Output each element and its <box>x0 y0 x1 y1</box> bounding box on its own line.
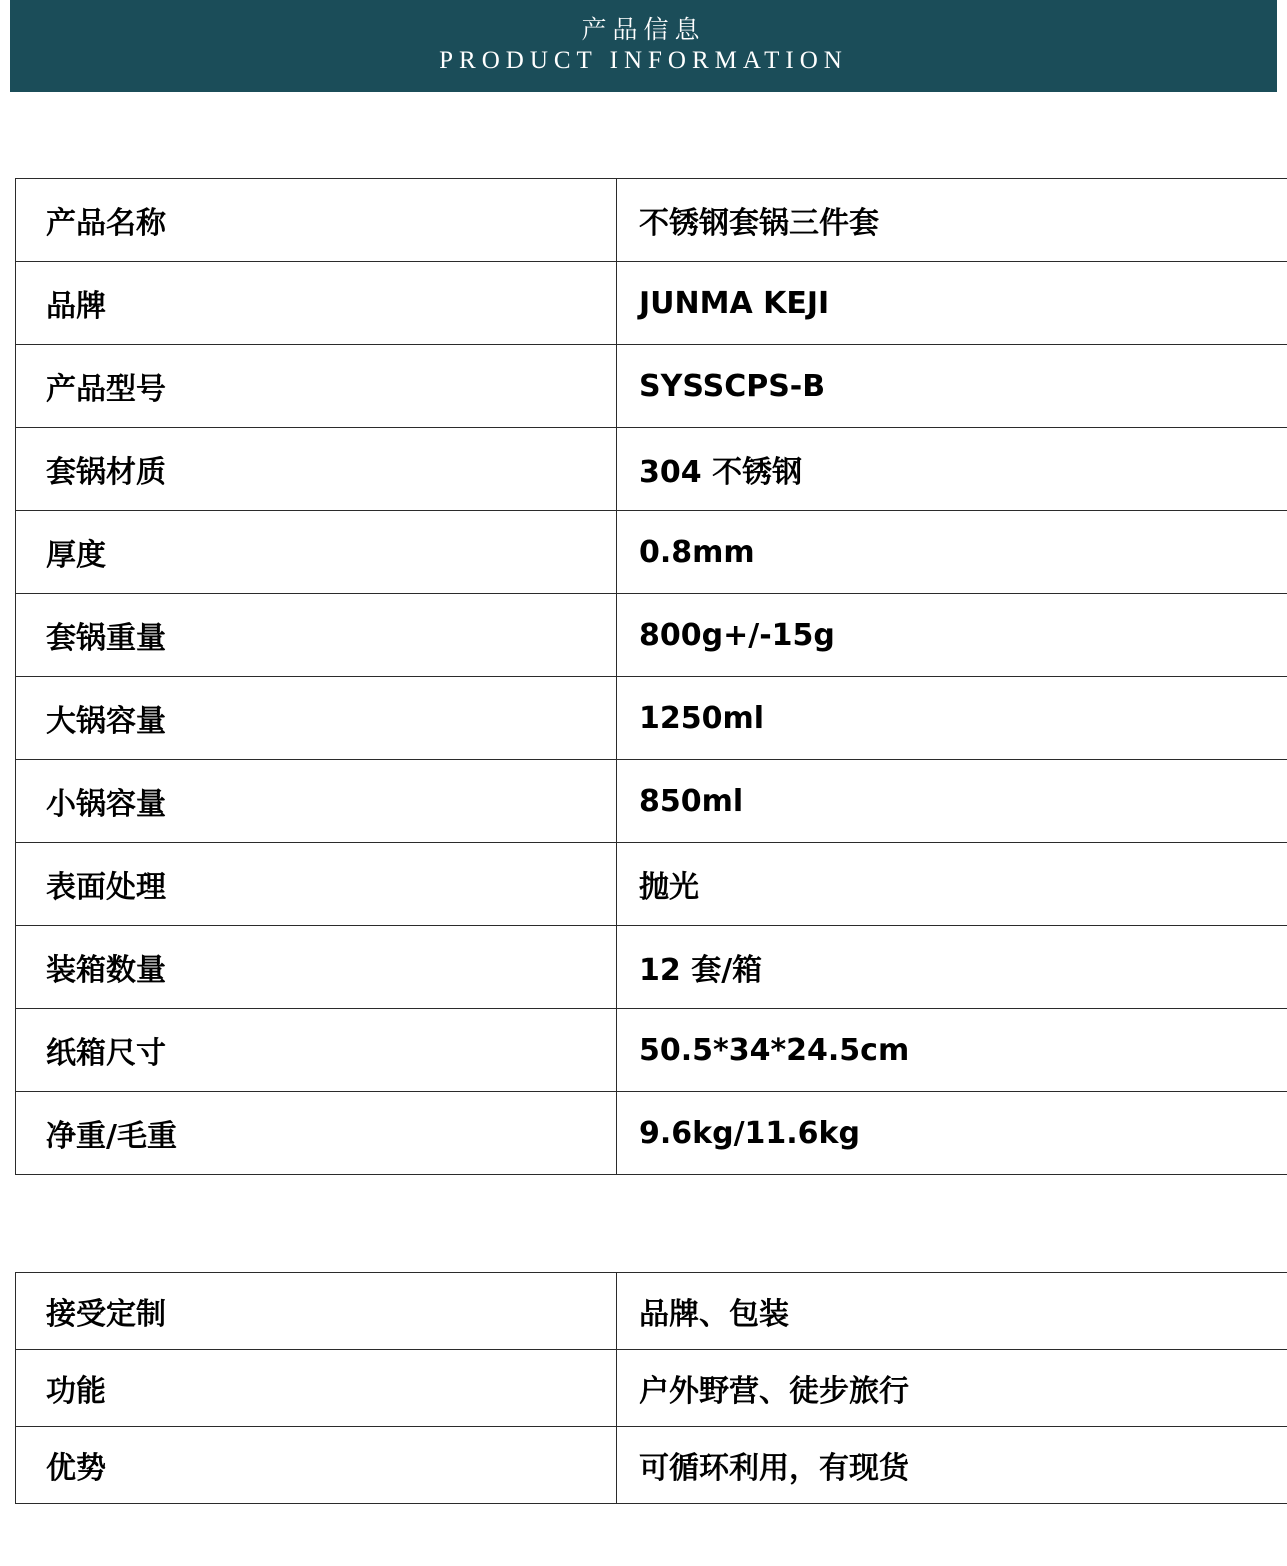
spec-label: 产品名称 <box>16 179 617 262</box>
spec-label: 厚度 <box>16 511 617 594</box>
spec-label: 套锅材质 <box>16 428 617 511</box>
table-row <box>16 1350 1287 1427</box>
specification-rows <box>16 179 1287 1175</box>
spec-value: 50.5*34*24.5cm <box>617 1009 1287 1092</box>
table-row <box>16 760 1287 843</box>
spec-label: 套锅重量 <box>16 594 617 677</box>
product-specification-table <box>15 178 1287 1175</box>
spec-label: 品牌 <box>16 262 617 345</box>
spec-label: 接受定制 <box>16 1273 617 1350</box>
table-row <box>16 677 1287 760</box>
table-row <box>16 1427 1287 1504</box>
table-row <box>16 511 1287 594</box>
spec-label: 产品型号 <box>16 345 617 428</box>
table-row <box>16 345 1287 428</box>
banner-title-english: PRODUCT INFORMATION <box>439 47 848 74</box>
spec-label: 纸箱尺寸 <box>16 1009 617 1092</box>
spec-value: 9.6kg/11.6kg <box>617 1092 1287 1175</box>
spec-value: 可循环利用，有现货 <box>617 1427 1287 1504</box>
spec-value: 800g+/-15g <box>617 594 1287 677</box>
spec-value: 1250ml <box>617 677 1287 760</box>
table-row <box>16 1092 1287 1175</box>
spec-value: 不锈钢套锅三件套 <box>617 179 1287 262</box>
table-row <box>16 1273 1287 1350</box>
spec-value: 12 套/箱 <box>617 926 1287 1009</box>
spec-value: 抛光 <box>617 843 1287 926</box>
customization-rows <box>16 1273 1287 1504</box>
spec-label: 净重/毛重 <box>16 1092 617 1175</box>
spec-value: SYSSCPS-B <box>617 345 1287 428</box>
spec-value: 户外野营、徒步旅行 <box>617 1350 1287 1427</box>
table-row <box>16 1009 1287 1092</box>
table-row <box>16 262 1287 345</box>
table-row <box>16 926 1287 1009</box>
table-row <box>16 594 1287 677</box>
spec-label: 大锅容量 <box>16 677 617 760</box>
spec-label: 表面处理 <box>16 843 617 926</box>
table-row <box>16 843 1287 926</box>
spec-label: 小锅容量 <box>16 760 617 843</box>
table-row <box>16 179 1287 262</box>
spec-value: 0.8mm <box>617 511 1287 594</box>
spec-value: 品牌、包装 <box>617 1273 1287 1350</box>
spec-value: 850ml <box>617 760 1287 843</box>
spec-value: 304 不锈钢 <box>617 428 1287 511</box>
banner-title-chinese: 产品信息 <box>581 15 706 44</box>
spec-label: 功能 <box>16 1350 617 1427</box>
page-header-banner <box>10 0 1277 92</box>
table-row <box>16 428 1287 511</box>
spec-label: 优势 <box>16 1427 617 1504</box>
customization-table <box>15 1272 1287 1504</box>
spec-value: JUNMA KEJI <box>617 262 1287 345</box>
spec-label: 装箱数量 <box>16 926 617 1009</box>
